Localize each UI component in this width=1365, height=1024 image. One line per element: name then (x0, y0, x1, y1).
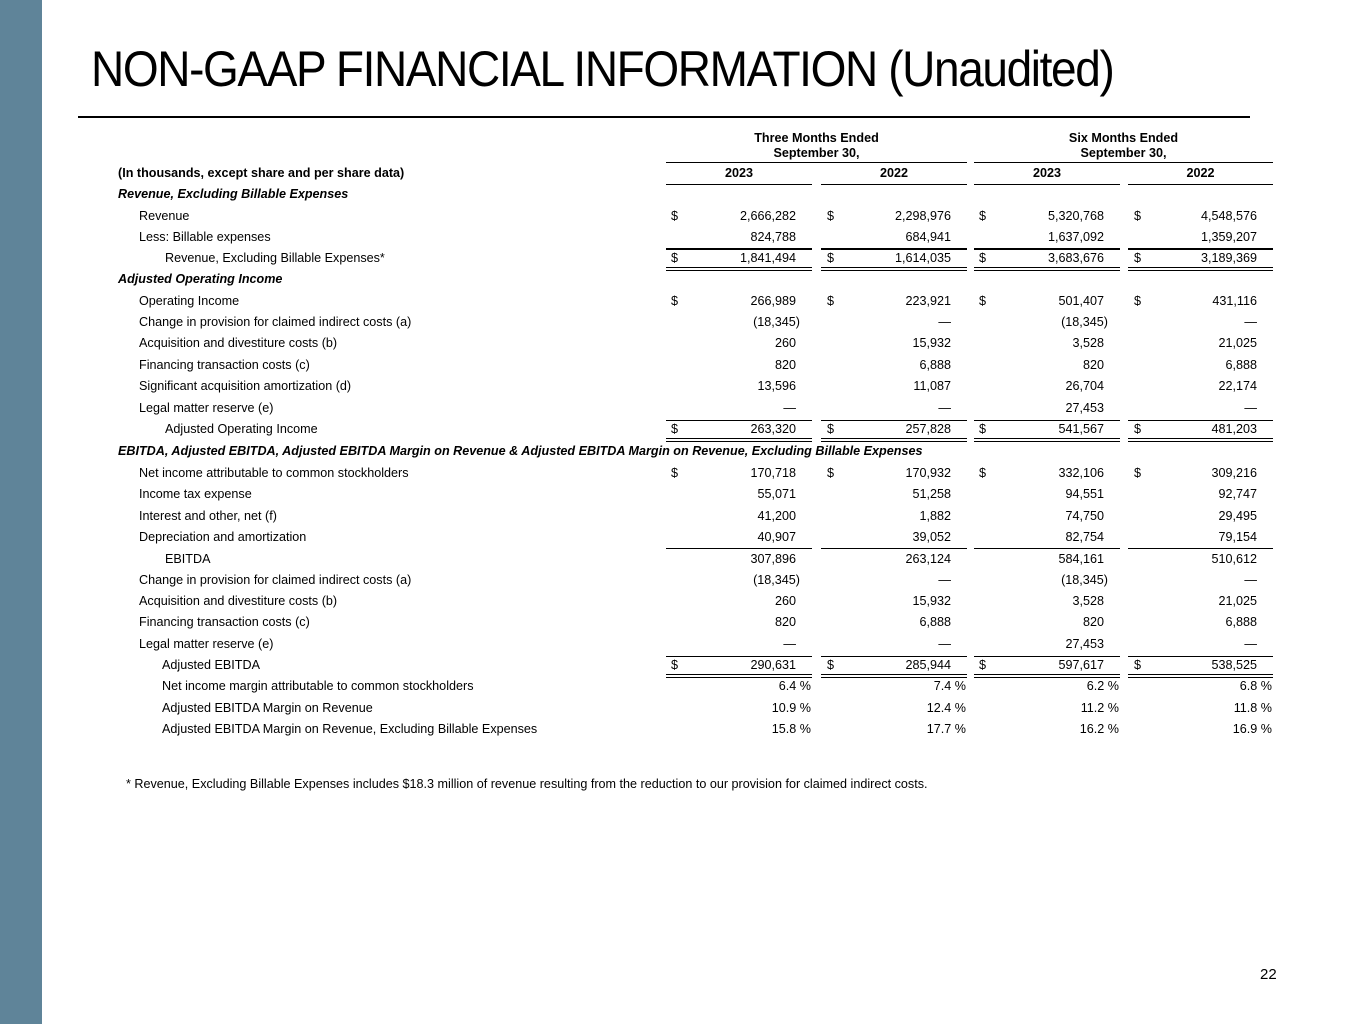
value-cell: — (1244, 401, 1257, 415)
value-cell: — (1244, 315, 1257, 329)
value-cell: 597,617 (1058, 658, 1104, 672)
total-top-rule (974, 420, 1120, 421)
value-cell: 501,407 (1058, 294, 1104, 308)
value-cell: 74,750 (1065, 509, 1104, 523)
value-cell: 1,359,207 (1200, 230, 1257, 244)
value-cell: 824,788 (750, 230, 796, 244)
value-cell: 263,124 (905, 552, 951, 566)
year-header-underline (666, 184, 812, 185)
currency-symbol: $ (1134, 209, 1142, 223)
value-cell: 22,174 (1218, 379, 1257, 393)
currency-symbol: $ (979, 294, 987, 308)
value-cell: 15,932 (912, 336, 951, 350)
value-cell: 10.9 % (771, 701, 811, 715)
total-top-rule (1128, 249, 1273, 250)
currency-symbol: $ (671, 466, 679, 480)
group-header-three-months-line1: Three Months Ended (754, 131, 879, 145)
year-header: 2022 (1186, 166, 1215, 180)
total-top-rule (666, 249, 812, 250)
value-cell: 290,631 (750, 658, 796, 672)
year-header: 2022 (879, 166, 909, 180)
value-cell: 170,718 (750, 466, 796, 480)
value-cell: (18,345) (1061, 573, 1108, 587)
total-double-rule (1128, 438, 1273, 442)
value-cell: (18,345) (753, 315, 800, 329)
value-cell: 481,203 (1211, 422, 1257, 436)
row-label: Adjusted EBITDA Margin on Revenue, Excluding Billable Expenses (162, 722, 538, 736)
row-label: Legal matter reserve (e) (139, 401, 274, 415)
value-cell: 94,551 (1065, 487, 1104, 501)
value-cell: 27,453 (1065, 401, 1104, 415)
value-cell: 820 (774, 358, 796, 372)
total-top-rule (974, 656, 1120, 657)
value-cell: 3,189,369 (1200, 251, 1257, 265)
total-top-rule (821, 656, 967, 657)
value-cell: 12.4 % (926, 701, 966, 715)
value-cell: 6,888 (919, 615, 951, 629)
value-cell: 5,320,768 (1047, 209, 1104, 223)
group-header-six-months-line1: Six Months Ended (1068, 131, 1179, 145)
row-label: Adjusted EBITDA Margin on Revenue (162, 701, 373, 715)
total-top-rule (1128, 656, 1273, 657)
currency-symbol: $ (827, 466, 835, 480)
year-header: 2023 (1032, 166, 1062, 180)
value-cell: 820 (1082, 615, 1104, 629)
value-cell: 6.8 % (1239, 679, 1272, 693)
row-label: Acquisition and divestiture costs (b) (139, 594, 338, 608)
group-header-underline (974, 162, 1273, 163)
value-cell: 41,200 (757, 509, 796, 523)
currency-symbol: $ (1134, 251, 1142, 265)
total-double-rule (974, 267, 1120, 271)
total-double-rule (666, 267, 812, 271)
value-cell: 21,025 (1218, 594, 1257, 608)
value-cell: 7.4 % (933, 679, 966, 693)
value-cell: 3,528 (1072, 594, 1104, 608)
total-top-rule (666, 656, 812, 657)
currency-symbol: $ (827, 294, 835, 308)
row-label: Financing transaction costs (c) (139, 615, 310, 629)
value-cell: 29,495 (1218, 509, 1257, 523)
currency-symbol: $ (979, 466, 987, 480)
value-cell: 1,637,092 (1047, 230, 1104, 244)
footnote: * Revenue, Excluding Billable Expenses includes $18.3 million of revenue resulting from the reduction to our provision for claimed indirect costs. (126, 777, 928, 791)
value-cell: 820 (774, 615, 796, 629)
currency-symbol: $ (979, 422, 987, 436)
total-double-rule (821, 267, 967, 271)
total-top-rule (821, 249, 967, 250)
value-cell: 285,944 (905, 658, 951, 672)
row-label: Change in provision for claimed indirect costs (a) (139, 573, 412, 587)
value-cell: 538,525 (1211, 658, 1257, 672)
currency-symbol: $ (671, 251, 679, 265)
value-cell: 6,888 (1225, 615, 1257, 629)
value-cell: 257,828 (905, 422, 951, 436)
value-cell: — (783, 401, 796, 415)
value-cell: 6.2 % (1086, 679, 1119, 693)
row-label: Adjusted EBITDA (162, 658, 260, 672)
value-cell: 4,548,576 (1200, 209, 1257, 223)
row-label: EBITDA (165, 552, 211, 566)
currency-symbol: $ (1134, 466, 1142, 480)
value-cell: 39,052 (912, 530, 951, 544)
row-label: Revenue, Excluding Billable Expenses* (165, 251, 385, 265)
value-cell: 260 (774, 336, 796, 350)
value-cell: 27,453 (1065, 637, 1104, 651)
value-cell: — (938, 401, 951, 415)
value-cell: 332,106 (1058, 466, 1104, 480)
value-cell: 1,841,494 (739, 251, 796, 265)
total-double-rule (821, 438, 967, 442)
total-double-rule (1128, 267, 1273, 271)
value-cell: 16.9 % (1232, 722, 1272, 736)
value-cell: 55,071 (757, 487, 796, 501)
currency-symbol: $ (827, 251, 835, 265)
currency-symbol: $ (1134, 658, 1142, 672)
page-title: NON-GAAP FINANCIAL INFORMATION (Unaudited) (91, 41, 1114, 97)
value-cell: — (938, 315, 951, 329)
value-cell: 13,596 (757, 379, 796, 393)
total-top-rule (1128, 420, 1273, 421)
year-header-underline (974, 184, 1120, 185)
value-cell: 16.2 % (1079, 722, 1119, 736)
currency-symbol: $ (671, 422, 679, 436)
total-top-rule (974, 249, 1120, 250)
row-label: Acquisition and divestiture costs (b) (139, 336, 338, 350)
value-cell: 510,612 (1211, 552, 1257, 566)
total-top-rule (821, 420, 967, 421)
subtotal-rule (821, 548, 967, 549)
section-heading-revenue: Revenue, Excluding Billable Expenses (118, 187, 349, 201)
year-header-underline (1128, 184, 1273, 185)
value-cell: — (783, 637, 796, 651)
currency-symbol: $ (827, 209, 835, 223)
value-cell: — (1244, 637, 1257, 651)
value-cell: 3,528 (1072, 336, 1104, 350)
group-header-six-months-line2: September 30, (1080, 146, 1167, 160)
subtotal-rule (666, 548, 812, 549)
value-cell: 51,258 (912, 487, 951, 501)
section-heading-adjusted-operating-income: Adjusted Operating Income (118, 272, 283, 286)
value-cell: (18,345) (753, 573, 800, 587)
row-label: Legal matter reserve (e) (139, 637, 274, 651)
year-header: 2023 (724, 166, 754, 180)
year-header-underline (821, 184, 967, 185)
value-cell: 260 (774, 594, 796, 608)
value-cell: 92,747 (1218, 487, 1257, 501)
row-label: Significant acquisition amortization (d) (139, 379, 352, 393)
value-cell: 6,888 (919, 358, 951, 372)
row-label: Depreciation and amortization (139, 530, 307, 544)
value-cell: 2,298,976 (894, 209, 951, 223)
value-cell: 11.2 % (1080, 701, 1119, 715)
value-cell: — (938, 573, 951, 587)
currency-symbol: $ (1134, 294, 1142, 308)
total-double-rule (974, 438, 1120, 442)
value-cell: — (1244, 573, 1257, 587)
row-label: Less: Billable expenses (139, 230, 271, 244)
value-cell: 1,614,035 (894, 251, 951, 265)
currency-symbol: $ (979, 209, 987, 223)
row-label: Financing transaction costs (c) (139, 358, 310, 372)
value-cell: 307,896 (750, 552, 796, 566)
value-cell: 15,932 (912, 594, 951, 608)
value-cell: 223,921 (905, 294, 951, 308)
subtotal-rule (1128, 548, 1273, 549)
group-header-three-months-line2: September 30, (773, 146, 860, 160)
value-cell: 21,025 (1218, 336, 1257, 350)
currency-symbol: $ (827, 658, 835, 672)
total-double-rule (666, 438, 812, 442)
group-header-underline (666, 162, 967, 163)
currency-symbol: $ (979, 658, 987, 672)
value-cell: 263,320 (750, 422, 796, 436)
row-label: Revenue (139, 209, 190, 223)
value-cell: 1,882 (919, 509, 951, 523)
value-cell: 26,704 (1065, 379, 1104, 393)
currency-symbol: $ (671, 294, 679, 308)
value-cell: 541,567 (1058, 422, 1104, 436)
row-label: Adjusted Operating Income (165, 422, 318, 436)
currency-symbol: $ (671, 658, 679, 672)
row-label: Interest and other, net (f) (139, 509, 277, 523)
total-top-rule (666, 420, 812, 421)
value-cell: 40,907 (757, 530, 796, 544)
value-cell: 266,989 (750, 294, 796, 308)
currency-symbol: $ (979, 251, 987, 265)
value-cell: 684,941 (905, 230, 951, 244)
value-cell: 170,932 (905, 466, 951, 480)
row-label: Change in provision for claimed indirect costs (a) (139, 315, 412, 329)
subtotal-rule (974, 548, 1120, 549)
value-cell: (18,345) (1061, 315, 1108, 329)
value-cell: 11,087 (913, 379, 951, 393)
value-cell: 3,683,676 (1047, 251, 1104, 265)
value-cell: 6,888 (1225, 358, 1257, 372)
value-cell: 584,161 (1058, 552, 1104, 566)
value-cell: 15.8 % (771, 722, 811, 736)
value-cell: 79,154 (1218, 530, 1257, 544)
value-cell: 11.8 % (1233, 701, 1272, 715)
page-number: 22 (1260, 966, 1277, 983)
value-cell: 309,216 (1211, 466, 1257, 480)
currency-symbol: $ (1134, 422, 1142, 436)
value-cell: 820 (1082, 358, 1104, 372)
units-label: (In thousands, except share and per share data) (118, 166, 405, 180)
value-cell: 6.4 % (778, 679, 811, 693)
currency-symbol: $ (827, 422, 835, 436)
row-label: Income tax expense (139, 487, 252, 501)
currency-symbol: $ (671, 209, 679, 223)
value-cell: 431,116 (1212, 294, 1257, 308)
value-cell: 17.7 % (926, 722, 966, 736)
value-cell: 2,666,282 (739, 209, 796, 223)
row-label: Net income margin attributable to common stockholders (162, 679, 474, 693)
row-label: Net income attributable to common stockholders (139, 466, 409, 480)
value-cell: — (938, 637, 951, 651)
section-heading-ebitda: EBITDA, Adjusted EBITDA, Adjusted EBITDA Margin on Revenue & Adjusted EBITDA Margin on Revenue, Excluding Billable Expenses (118, 444, 923, 458)
value-cell: 82,754 (1065, 530, 1104, 544)
row-label: Operating Income (139, 294, 240, 308)
